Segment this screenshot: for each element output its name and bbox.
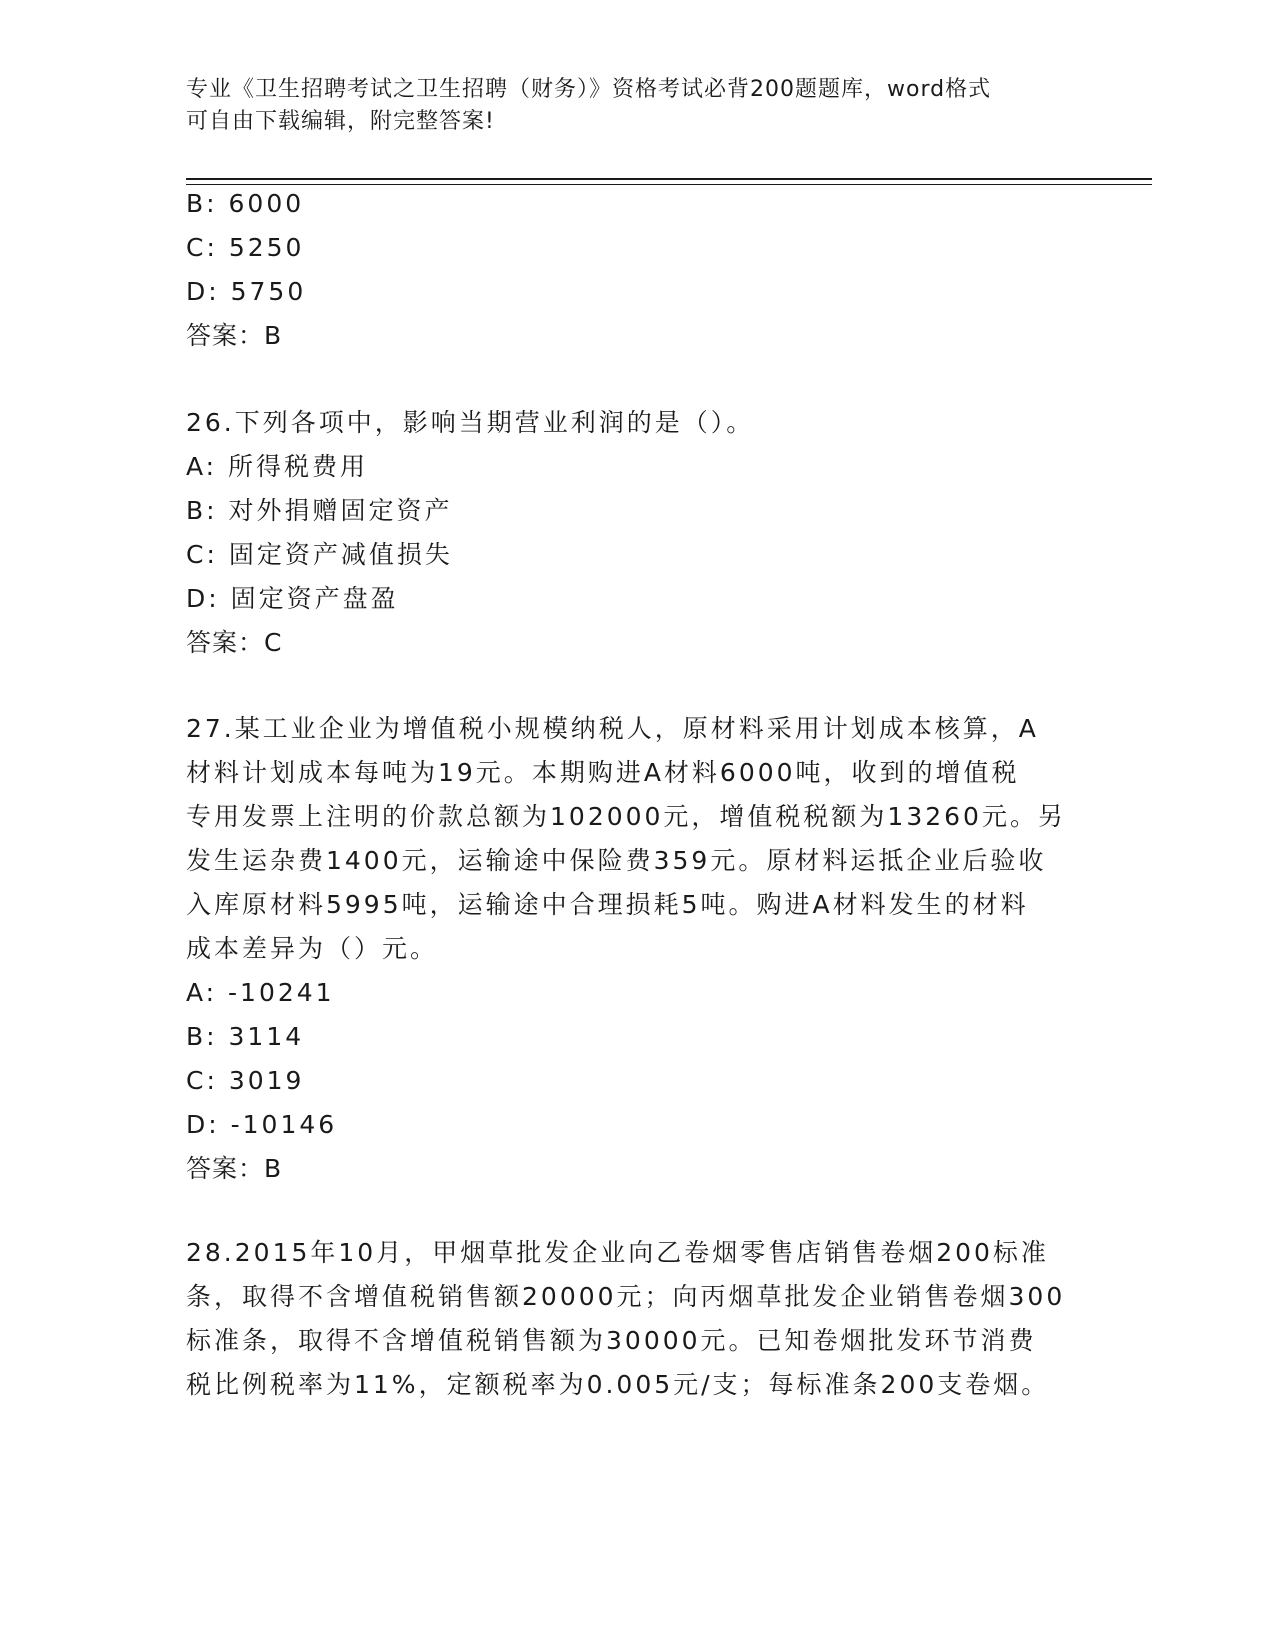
- q27-option-a: A: -10241: [186, 978, 335, 1007]
- q28-stem-line: 标准条，取得不含增值税销售额为30000元。已知卷烟批发环节消费: [186, 1326, 1037, 1355]
- q25-option-c: C: 5250: [186, 233, 305, 262]
- q27-option-c: C: 3019: [186, 1066, 305, 1095]
- header-divider-thin: [186, 184, 1152, 185]
- q26-option-d: D: 固定资产盘盈: [186, 584, 399, 613]
- q27-answer: 答案：B: [186, 1154, 283, 1183]
- q27-stem-line: 27.某工业企业为增值税小规模纳税人，原材料采用计划成本核算，A: [186, 714, 1039, 743]
- q27-stem-line: 入库原材料5995吨，运输途中合理损耗5吨。购进A材料发生的材料: [186, 890, 1029, 919]
- q27-stem-line: 成本差异为（）元。: [186, 934, 439, 963]
- q26-option-a: A: 所得税费用: [186, 452, 369, 481]
- q26-stem: 26.下列各项中，影响当期营业利润的是（）。: [186, 408, 755, 437]
- q27-stem-line: 发生运杂费1400元，运输途中保险费359元。原材料运抵企业后验收: [186, 846, 1047, 875]
- q28-stem-line: 28.2015年10月，甲烟草批发企业向乙卷烟零售店销售卷烟200标准: [186, 1238, 1049, 1267]
- q27-stem-line: 材料计划成本每吨为19元。本期购进A材料6000吨，收到的增值税: [186, 758, 1020, 787]
- header-title-line-2: 可自由下载编辑，附完整答案!: [186, 109, 495, 134]
- q28-stem-line: 条，取得不含增值税销售额20000元；向丙烟草批发企业销售卷烟300: [186, 1282, 1066, 1311]
- q26-answer: 答案：C: [186, 628, 283, 657]
- q27-stem-line: 专用发票上注明的价款总额为102000元，增值税税额为13260元。另: [186, 802, 1066, 831]
- q25-answer: 答案：B: [186, 321, 283, 350]
- q25-option-d: D: 5750: [186, 277, 307, 306]
- q25-option-b: B: 6000: [186, 189, 305, 218]
- q26-option-b: B: 对外捐赠固定资产: [186, 496, 453, 525]
- q27-option-b: B: 3114: [186, 1022, 305, 1051]
- header-divider-thick: [186, 178, 1152, 180]
- q26-option-c: C: 固定资产减值损失: [186, 540, 453, 569]
- document-header: [186, 74, 1066, 138]
- q28-stem-line: 税比例税率为11%，定额税率为0.005元/支；每标准条200支卷烟。: [186, 1370, 1050, 1399]
- q27-option-d: D: -10146: [186, 1110, 338, 1139]
- header-title-line-1: 专业《卫生招聘考试之卫生招聘（财务）》资格考试必背200题题库，word格式: [186, 77, 992, 102]
